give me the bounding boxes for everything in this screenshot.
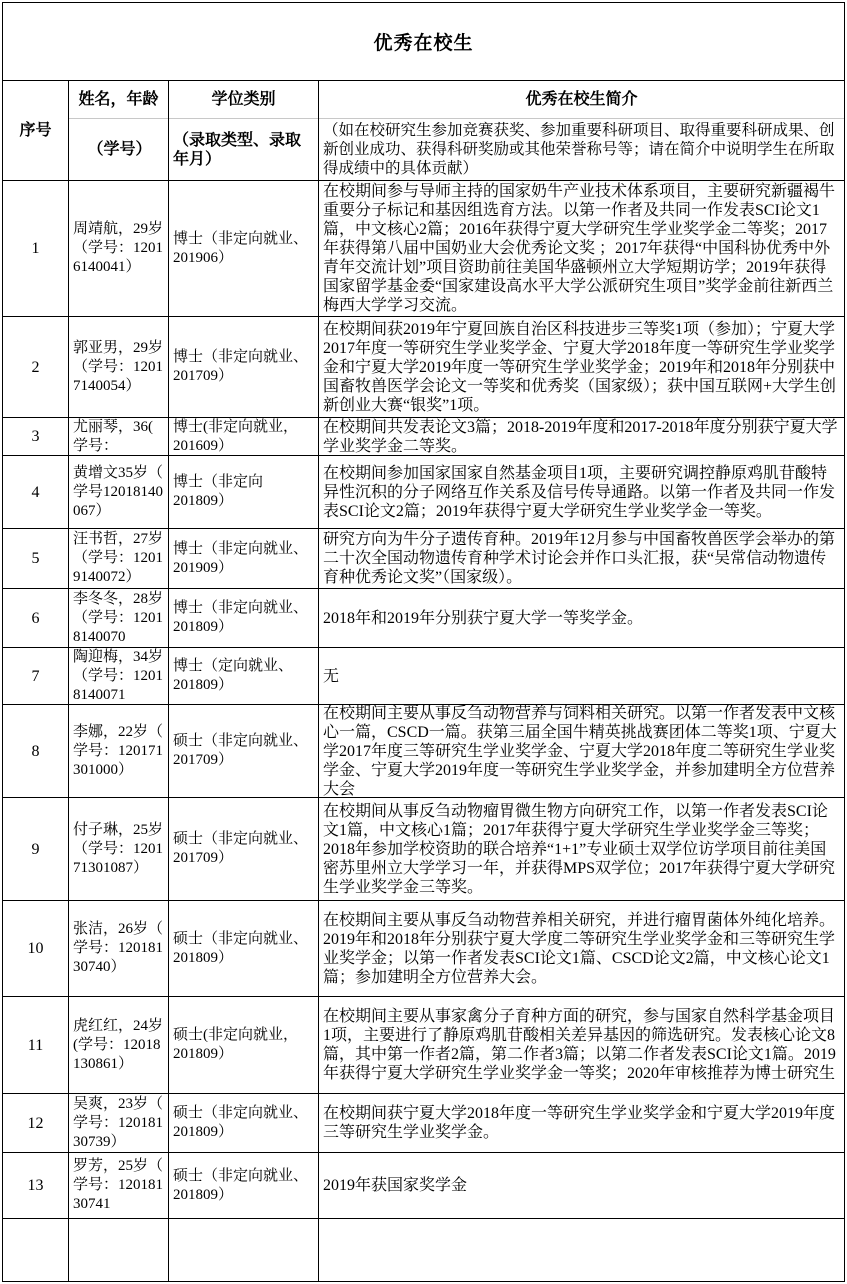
cell-name (69, 997, 169, 1094)
student-name: 尤丽琴，36(学号： (73, 418, 153, 454)
row-number: 7 (31, 667, 40, 685)
cell-degree (169, 529, 319, 589)
cell-intro (319, 1153, 844, 1219)
cell-name (69, 1153, 169, 1219)
row-number: 2 (31, 358, 40, 376)
student-name: 付子琳，25岁（学号：120171301087） (73, 821, 164, 876)
header-cell-degree (169, 81, 319, 181)
cell-no (3, 418, 69, 456)
row-number: 6 (31, 609, 40, 627)
cell-no (3, 317, 69, 418)
student-intro: 在校期间参与导师主持的国家奶牛产业技术体系项目，主要研究新疆褐牛重要分子标记和基因组选育方法。以第一作者及共同一作发表SCI论文1篇，中文核心2篇；2016年获得宁夏大学研究生学业奖学金二等奖；2017年获得第八届中国奶业大会优秀论文奖 ；2017年获得“中国科协优秀中外青年交流计划”项目资助前往美国华盛顿州立大学短期访学；2019年获得国家留学基金委“国家建设高水平大学公派研究生项目”奖学金前往新西兰梅西大学学习交流。 (323, 183, 836, 314)
degree-type: 博士（非定向就业、201709） (173, 349, 309, 384)
degree-type: 博士（定向就业、201809） (173, 658, 294, 693)
cell-no (3, 1153, 69, 1219)
cell-name (69, 181, 169, 317)
cell-degree (169, 901, 319, 997)
student-name: 汪书哲，27岁（学号：12019140072） (73, 531, 164, 585)
student-name: 李娜，22岁（学号：120171301000） (73, 723, 164, 778)
cell-intro (319, 418, 844, 456)
row-number: 10 (27, 940, 44, 957)
student-intro: 2018年和2019年分别获宁夏大学一等奖学金。 (323, 609, 644, 627)
student-name: 周靖航，29岁（学号：12016140041） (73, 221, 164, 275)
degree-type: 博士（非定向就业、201906） (173, 230, 309, 266)
degree-type: 博士（非定向就业、201809） (173, 600, 309, 635)
degree-type: 硕士（非定向就业、201809） (173, 930, 309, 966)
cell-intro (319, 705, 844, 798)
degree-type: 硕士(非定向就业，201809） (173, 1027, 298, 1062)
row-number: 5 (31, 550, 40, 567)
row-number: 3 (31, 428, 40, 445)
cell-degree (169, 1219, 319, 1281)
student-name: 黄增文35岁（学号12018140067） (73, 464, 164, 519)
cell-degree (169, 798, 319, 901)
cell-no (3, 181, 69, 317)
student-intro: 2019年获国家奖学金 (323, 1177, 468, 1194)
student-intro: 在校期间从事反刍动物瘤胃微生物方向研究工作，以第一作者发表SCI论文1篇，中文核心1篇；2017年获得宁夏大学研究生学业奖学金三等奖；2018年参加学校资助的联合培养“1+1”专业硕士双学位访学项目前往美国密苏里州立大学学习一年，并获得MPS双学位；2017年获得宁夏大学研究生学业奖学金三等奖。 (323, 802, 836, 896)
cell-name (69, 589, 169, 648)
cell-no (3, 997, 69, 1094)
cell-no (3, 798, 69, 901)
degree-type: 硕士（非定向就业、201809） (173, 1105, 309, 1140)
cell-name (69, 456, 169, 529)
student-intro: 在校期间获2019年宁夏回族自治区科技进步三等奖1项（参加）；宁夏大学2017年度一等研究生学业奖学金、宁夏大学2018年度一等研究生学业奖学金和宁夏大学2019年度一等研究生学业奖学金；2019年和2018年分别获中国畜牧兽医学会论文一等奖和优秀奖（国家级）；获中国互联网+大学生创新创业大赛“银奖”1项。 (323, 320, 837, 414)
cell-degree (169, 317, 319, 418)
header-degree-label: 学位类别 (169, 81, 318, 119)
cell-name (69, 1094, 169, 1153)
header-cell-no (3, 81, 69, 181)
row-number: 11 (27, 1036, 44, 1054)
degree-type: 博士（非定向就业、201909） (173, 540, 309, 576)
cell-degree (169, 705, 319, 798)
cell-name (69, 317, 169, 418)
cell-degree (169, 648, 319, 705)
header-intro-note: （如在校研究生参加竞赛获奖、参加重要科研项目、取得重要科研成果、创新创业成功、获得科研奖励或其他荣誉称号等；请在简介中说明学生在所取得成绩中的具体贡献） (323, 122, 835, 177)
student-intro: 在校期间参加国家国家自然基金项目1项，主要研究调控静原鸡肌苷酸特异性沉积的分子网络互作关系及信号传导通路。以第一作者及共同一作发表SCI论文2篇；2019年获得宁夏大学研究生学业奖学金一等奖。 (323, 464, 836, 520)
cell-intro (319, 648, 844, 705)
row-number: 4 (31, 483, 40, 501)
header-no-label: 序号 (19, 122, 52, 139)
row-number: 1 (31, 240, 40, 257)
cell-no (3, 901, 69, 997)
student-name: 吴爽，23岁（学号：12018130739） (73, 1095, 164, 1150)
cell-degree (169, 1094, 319, 1153)
cell-intro (319, 1094, 844, 1153)
degree-type: 博士(非定向就业，201609） (173, 418, 298, 454)
cell-intro (319, 317, 844, 418)
row-number: 9 (31, 840, 40, 858)
cell-no (3, 1094, 69, 1153)
students-table (3, 80, 844, 1281)
student-intro: 在校期间主要从事家禽分子育种方面的研究，参与国家自然科学基金项目1项，主要进行了静原鸡肌苷酸相关差异基因的筛选研究。发表核心论文8篇，其中第一作者2篇，第二作者3篇；以第二作者发表SCI论文1篇。2019年获得宁夏大学研究生学业奖学金一等奖；2020年审核推荐为博士研究生 (323, 1008, 836, 1082)
student-name: 虎红红，24岁(学号：12018130861） (73, 1017, 164, 1072)
cell-name (69, 418, 169, 456)
cell-name (69, 648, 169, 705)
cell-no (3, 648, 69, 705)
student-name: 罗芳，25岁（学号：12018130741 (73, 1158, 164, 1212)
cell-intro (319, 798, 844, 901)
page-title: 优秀在校生 (373, 33, 474, 54)
cell-intro (319, 456, 844, 529)
cell-intro (319, 997, 844, 1094)
degree-type: 硕士（非定向就业、201709） (173, 831, 309, 866)
header-name-sub-label: （学号） (87, 141, 152, 158)
cell-intro (319, 529, 844, 589)
degree-type: 博士（非定向201809） (173, 474, 264, 509)
cell-intro (319, 901, 844, 997)
header-cell-name (69, 81, 169, 181)
cell-degree (169, 589, 319, 648)
student-name: 张洁，26岁（学号：12018130740） (73, 921, 164, 975)
header-name-label: 姓名，年龄 (69, 81, 168, 119)
title-row (3, 3, 844, 80)
student-intro: 研究方向为牛分子遗传育种。2019年12月参与中国畜牧兽医学会举办的第二十次全国动物遗传育种学术讨论会并作口头汇报，获“吴常信动物遗传育种优秀论文奖”（国家级）。 (323, 531, 836, 586)
cell-no (3, 705, 69, 798)
student-name: 郭亚男，29岁（学号：12017140054） (73, 339, 164, 394)
row-number: 8 (31, 742, 40, 760)
header-degree-sub-label: （录取类型、录取年月） (173, 131, 302, 168)
cell-no (3, 529, 69, 589)
student-intro: 在校期间共发表论文3篇；2018-2019年度和2017-2018年度分别获宁夏大学学业奖学金二等奖。 (323, 418, 838, 455)
cell-no (3, 589, 69, 648)
student-intro: 在校期间主要从事反刍动物营养与饲料相关研究。以第一作者发表中文核心一篇，CSCD一篇。获第三届全国牛精英挑战赛团体二等奖1项、宁夏大学2017年度三等研究生学业奖学金、宁夏大学2018年度二等研究生学业奖学金、宁夏大学2019年度一等研究生学业奖学金，并参加建明全方位营养大会 (323, 705, 837, 798)
student-intro: 在校期间主要从事反刍动物营养相关研究，并进行瘤胃菌体外纯化培养。2019年和2018年分别获宁夏大学度二等研究生学业奖学金和三等研究生学业奖学金；以第一作者发表SCI论文1篇、CSCD论文2篇，中文核心论文1篇；参加建明全方位营养大会。 (323, 911, 836, 986)
header-intro-label: 优秀在校生简介 (319, 81, 844, 119)
student-intro: 无 (323, 667, 340, 685)
cell-degree (169, 1153, 319, 1219)
degree-type: 硕士（非定向就业、201709） (173, 733, 309, 768)
document-page (2, 2, 845, 1282)
cell-no (3, 1219, 69, 1281)
cell-intro (319, 181, 844, 317)
header-cell-intro (319, 81, 844, 181)
cell-no (3, 456, 69, 529)
row-number: 12 (27, 1114, 44, 1132)
cell-name (69, 529, 169, 589)
student-intro: 在校期间获宁夏大学2018年度一等研究生学业奖学金和宁夏大学2019年度三等研究生学业奖学金。 (323, 1105, 836, 1141)
cell-name (69, 705, 169, 798)
cell-degree (169, 456, 319, 529)
cell-intro (319, 1219, 844, 1281)
cell-name (69, 798, 169, 901)
row-number: 13 (27, 1177, 44, 1194)
cell-name (69, 901, 169, 997)
degree-type: 硕士（非定向就业、201809） (173, 1167, 309, 1203)
student-name: 陶迎梅，34岁（学号：12018140071 (73, 648, 164, 703)
cell-degree (169, 181, 319, 317)
cell-degree (169, 418, 319, 456)
cell-intro (319, 589, 844, 648)
cell-name (69, 1219, 169, 1281)
student-name: 李冬冬，28岁（学号：12018140070 (73, 590, 164, 645)
cell-degree (169, 997, 319, 1094)
